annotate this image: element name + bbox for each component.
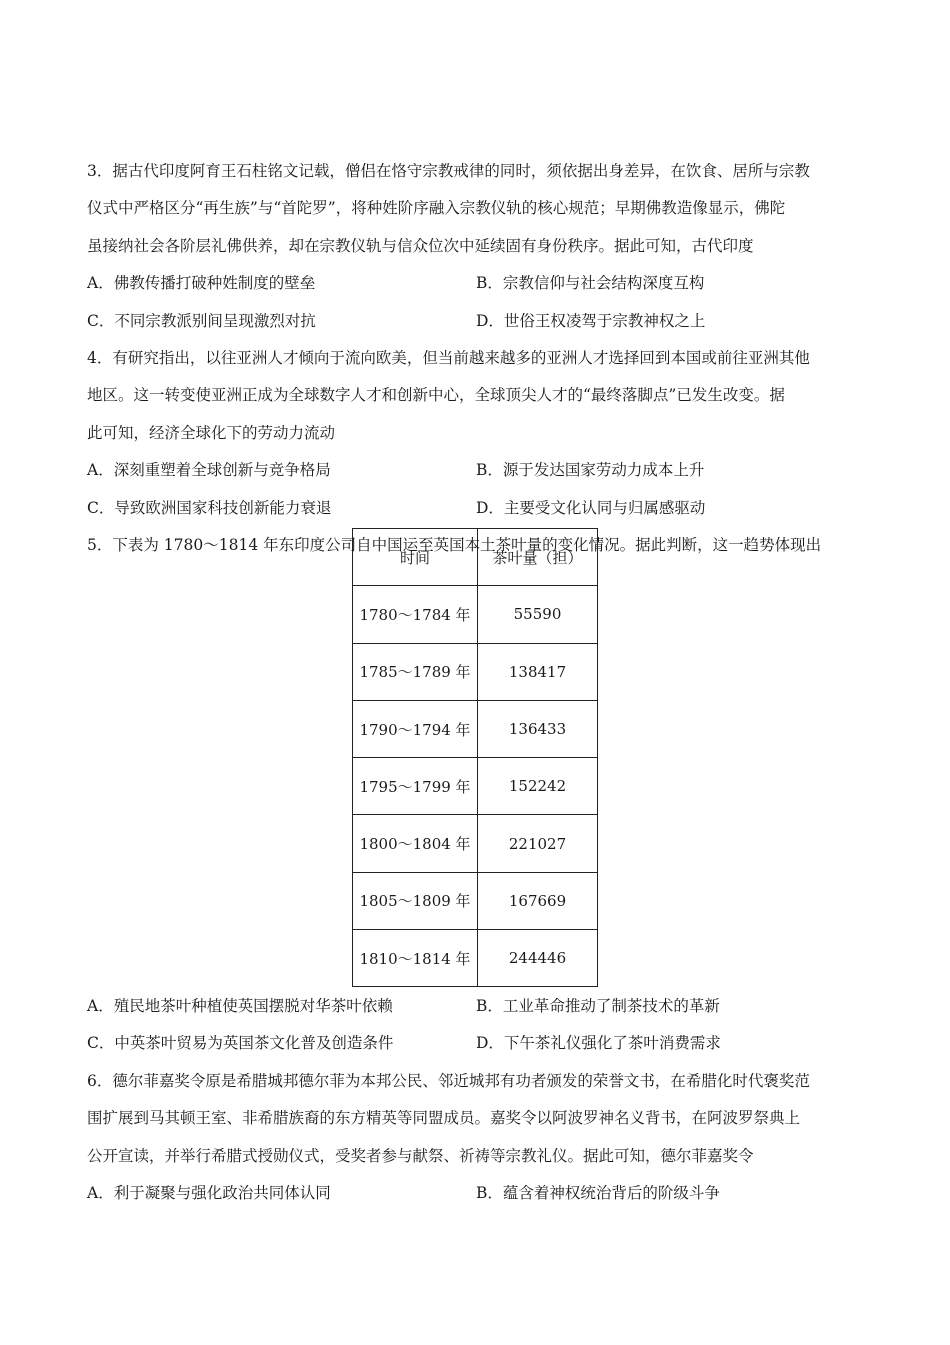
q5-option-d[interactable]: D．下午茶礼仪强化了茶叶消费需求 xyxy=(476,1034,721,1052)
table-cell-period: 1790～1794 年 xyxy=(353,700,478,757)
table-cell-volume: 244446 xyxy=(478,930,598,987)
q3-stem-line-1: 3．据古代印度阿育王石柱铭文记载，僧侣在恪守宗教戒律的同时，须依据出身差异，在饮食、居所与宗教 xyxy=(87,162,810,180)
table-cell-volume: 167669 xyxy=(478,872,598,929)
q4-option-d[interactable]: D．主要受文化认同与归属感驱动 xyxy=(476,499,706,517)
q6-stem-line-1: 6．德尔菲嘉奖令原是希腊城邦德尔菲为本邦公民、邻近城邦有功者颁发的荣誉文书，在希腊化时代褒奖范 xyxy=(87,1072,810,1090)
table-row xyxy=(353,643,598,700)
table-cell-volume: 55590 xyxy=(478,586,598,643)
tea-volume-table xyxy=(352,528,598,987)
q3-option-b[interactable]: B．宗教信仰与社会结构深度互构 xyxy=(476,274,705,292)
table-header-period: 时间 xyxy=(353,529,478,586)
table-row xyxy=(353,700,598,757)
q5-option-a[interactable]: A．殖民地茶叶种植使英国摆脱对华茶叶依赖 xyxy=(87,997,393,1015)
q3-option-d[interactable]: D．世俗王权凌驾于宗教神权之上 xyxy=(476,312,706,330)
table-row xyxy=(353,872,598,929)
q4-option-b[interactable]: B．源于发达国家劳动力成本上升 xyxy=(476,461,705,479)
q6-option-a[interactable]: A．利于凝聚与强化政治共同体认同 xyxy=(87,1184,331,1202)
q3-stem-line-3: 虽接纳社会各阶层礼佛供养，却在宗教仪轨与信众位次中延续固有身份秩序。据此可知，古代印度 xyxy=(87,237,754,255)
q6-option-b[interactable]: B．蕴含着神权统治背后的阶级斗争 xyxy=(476,1184,720,1202)
table-cell-volume: 136433 xyxy=(478,700,598,757)
q6-stem-line-3: 公开宣读，并举行希腊式授勋仪式，受奖者参与献祭、祈祷等宗教礼仪。据此可知，德尔菲嘉奖令 xyxy=(87,1147,754,1165)
q4-stem-line-1: 4．有研究指出，以往亚洲人才倾向于流向欧美，但当前越来越多的亚洲人才选择回到本国或前往亚洲其他 xyxy=(87,349,810,367)
q5-stem-line-1: 5．下表为 1780～1814 年东印度公司自中国运至英国本土茶叶量的变化情况。据此判断，这一趋势体现出 xyxy=(87,536,822,554)
q3-option-a[interactable]: A．佛教传播打破种姓制度的壁垒 xyxy=(87,274,316,292)
table-row xyxy=(353,586,598,643)
table-cell-period: 1785～1789 年 xyxy=(353,643,478,700)
table-cell-period: 1795～1799 年 xyxy=(353,758,478,815)
table-cell-volume: 221027 xyxy=(478,815,598,872)
table-row xyxy=(353,815,598,872)
q4-option-a[interactable]: A．深刻重塑着全球创新与竞争格局 xyxy=(87,461,331,479)
table-cell-volume: 152242 xyxy=(478,758,598,815)
table-cell-period: 1810～1814 年 xyxy=(353,930,478,987)
q6-stem-line-2: 围扩展到马其顿王室、非希腊族裔的东方精英等同盟成员。嘉奖令以阿波罗神名义背书，在阿波罗祭典上 xyxy=(87,1109,801,1127)
q5-option-b[interactable]: B．工业革命推动了制茶技术的革新 xyxy=(476,997,720,1015)
table-cell-period: 1780～1784 年 xyxy=(353,586,478,643)
table-cell-period: 1805～1809 年 xyxy=(353,872,478,929)
q4-option-c[interactable]: C．导致欧洲国家科技创新能力衰退 xyxy=(87,499,332,517)
table-cell-volume: 138417 xyxy=(478,643,598,700)
q4-stem-line-2: 地区。这一转变使亚洲正成为全球数字人才和创新中心，全球顶尖人才的“最终落脚点”已发生改变。据 xyxy=(87,386,785,404)
q3-stem-line-2: 仪式中严格区分“再生族”与“首陀罗”，将种姓阶序融入宗教仪轨的核心规范；早期佛教造像显示，佛陀 xyxy=(87,199,786,217)
table-row xyxy=(353,930,598,987)
q5-option-c[interactable]: C．中英茶叶贸易为英国茶文化普及创造条件 xyxy=(87,1034,394,1052)
table-cell-period: 1800～1804 年 xyxy=(353,815,478,872)
table-header-volume: 茶叶量（担） xyxy=(478,529,598,586)
table-row xyxy=(353,758,598,815)
q3-option-c[interactable]: C．不同宗教派别间呈现激烈对抗 xyxy=(87,312,316,330)
q4-stem-line-3: 此可知，经济全球化下的劳动力流动 xyxy=(87,424,336,442)
table-header-row xyxy=(353,529,598,586)
